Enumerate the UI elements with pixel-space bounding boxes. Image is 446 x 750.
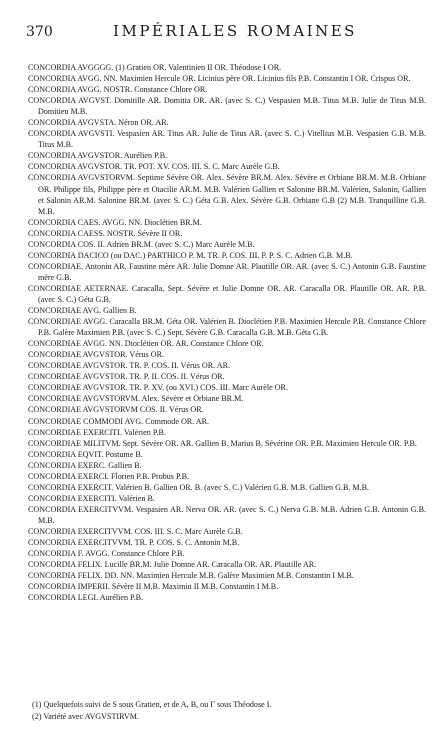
catalog-entries xyxy=(28,62,426,603)
footnote: (2) Variété avec AVGVSTIRVM. xyxy=(32,711,139,721)
catalog-entry: CONCORDIA DACICO (ou DAC.) PARTHICO P. M. TR. P. COS. III. P. P. S. C. Adrien G.B. M.B. xyxy=(28,250,353,260)
catalog-entry: CONCORDIA AVGVSTOR. Aurélien P.B. xyxy=(28,151,168,161)
catalog-entry: CONCORDIAE AVGG. NN. Dioclétien OR. AR. Constance Chlore OR. xyxy=(28,339,264,349)
catalog-entry: CONCORDIAE AVGVSTORVM COS. II. Vérus OR. xyxy=(28,405,204,415)
footnote: (1) Quelquefois suivi de S sous Gratien, et de A, B, ou Γ sous Théodose I. xyxy=(32,700,272,709)
running-title: IMPÉRIALES ROMAINES xyxy=(113,22,357,40)
catalog-entry: CONCORDIAE AVGVSTOR. TR. P. COS. II. Vérus OR. AR. xyxy=(28,361,231,371)
catalog-entry: CONCORDIA EXERCITI. Valérien B. xyxy=(28,493,155,503)
catalog-entry: CONCORDIA FELIX. Lucille BR.M. Julie Domne AR. Caracalla OR. AR. Plautille AR. xyxy=(28,560,317,570)
catalog-entry: CONCORDIA AVGG. NN. Maximien Hercule OR. Licinius père OR. Licinius fils P.B. Constantin I OR. Crispus OR. xyxy=(28,74,411,84)
catalog-entry: CONCORDIA CAESS. NOSTR. Sévère II OR. xyxy=(28,228,183,238)
catalog-entry: CONCORDIA COS. II. Adrien BR.M. (avec S. C.) Marc Aurèle M.B. xyxy=(28,239,255,249)
catalog-entry: CONCORDIA EXERCITVVM. TR. P. COS. S. C. Antonin M.B. xyxy=(28,538,240,548)
catalog-entry: CONCORDIA AVGVSTA. Néron OR. AR. xyxy=(28,118,169,128)
catalog-entry: CONCORDIA EXERCI. Florien P.B. Probus P.B. xyxy=(28,471,189,481)
catalog-entry: CONCORDIA AVGVSTOR. TR. POT. XV. COS. III. S. C. Marc Aurèle G.B. xyxy=(28,162,280,172)
catalog-entry: CONCORDIAE AVGVSTOR. TR. P. XV. (ou XVI.) COS. III. Marc Aurèle OR. xyxy=(28,383,288,393)
catalog-entry: CONCORDIAE AVGVSTOR. TR. P. II. COS. II. Vérus OR. xyxy=(28,372,225,382)
catalog-entry: CONCORDIA EXERCIT. Valérien B. Gallien OR. B. (avec S. C.) Valérien G.B. M.B. Gallien G.B. M.B. xyxy=(28,482,370,492)
catalog-entry: CONCORDIA FELIX. DD. NN. Maximien Hercule M.B. Galère Maximien M.B. Constantin I M.B. xyxy=(28,571,354,581)
catalog-entry: CONCORDIA LEGI. Aurélien P.B. xyxy=(28,593,144,603)
catalog-entry: CONCORDIA CAES. AVGG. NN. Dioclétien BR.M. xyxy=(28,217,202,227)
catalog-entry: CONCORDIA IMPERII. Sévère II M.B. Maximin II M.B. Constantin I M.B. xyxy=(28,582,279,592)
page-header xyxy=(26,22,424,40)
catalog-entry: CONCORDIAE AETERNAE. Caracalla, Sept. Sévère et Julie Domne OR. AR. Caracalla OR. Plautille OR. AR. P.B. (avec S. C.) Géta G.B. xyxy=(28,283,426,304)
catalog-entry: CONCORDIAE. Antonin AR. Faustine mère AR. Julie Domne AR. Plautille OR. AR. (avec S. C.) Antonin G.B. Faustine mère G.B. xyxy=(28,261,426,282)
catalog-entry: CONCORDIA AVGVSTORVM. Septime Sévère OR. Alex. Sévère BR.M. Alex. Sévère et Orbiane BR.M. M.B. Orbiane OR. Philippe fils, Philippe père et Otacilie AR.M. M.B. Valérien Gallien et Salonine BR.M. Valérien, Salonin, Gallien et Salonin AR.M. Salonine BR.M. (avec S. C.) Géta G.B. Alex. Sévère G.B. Orbiane G.B (2) M.B. Tranquilline G.B. M.B. xyxy=(28,173,426,216)
catalog-entry: CONCORDIAE AVGG. Caracalla BR.M. Géta OR. Valérien B. Dioclétien P.B. Maximien Hercule P.B. Constance Chlore P.B. Galère Maximien P.B. (avec S. C.) Sept. Sévère G.B. Caracalla G.B. M.B. Géta G.B. xyxy=(28,317,426,338)
page-number: 370 xyxy=(26,24,53,40)
catalog-entry: CONCORDIAE MILITVM. Sept. Sévère OR. AR. Gallien B. Marius B. Sévérine OR. P.B. Maximien Hercule OR. P.B. xyxy=(28,438,417,448)
catalog-entry: CONCORDIAE AVGVSTORVM. Alex. Sévère et Orbiane BR.M. xyxy=(28,394,244,404)
catalog-entry: CONCORDIA AVGVSTI. Vespasien AR. Titus AR. Julie de Titus AR. (avec S. C.) Vitellius M.B. Vespasien G.B. M.B. Titus M.B. xyxy=(28,129,426,150)
catalog-entry: CONCORDIA AVGG. NOSTR. Constance Chlore OR. xyxy=(28,85,208,95)
catalog-entry: CONCORDIA F. AVGG. Constance Chlore P.B. xyxy=(28,549,185,559)
footnotes xyxy=(32,699,426,722)
catalog-entry: CONCORDIA EQVIT. Postume B. xyxy=(28,449,143,459)
catalog-entry: CONCORDIA EXERCITVVM. COS. III. S. C. Marc Aurèle G.B. xyxy=(28,526,243,536)
catalog-entry: CONCORDIA EXERCITVVM. Vespasien AR. Nerva OR. AR. (avec S. C.) Nerva G.B. M.B. Adrien G.B. Antonin G.B. M.B. xyxy=(28,504,426,525)
catalog-entry: CONCORDIA AVGGGG. (1) Gratien OR. Valentinien II OR. Théodose I OR. xyxy=(28,63,282,72)
catalog-entry: CONCORDIAE EXERCITI. Valérien P.B. xyxy=(28,427,166,437)
catalog-entry: CONCORDIAE AVG. Gallien B. xyxy=(28,306,137,316)
catalog-entry: CONCORDIA AVGVST. Domitille AR. Domitia OR. AR. (avec S. C.) Vespasien M.B. Titus M.B. Julie de Titus M.B. Domitien M.B. xyxy=(28,96,426,117)
catalog-entry: CONCORDIAE COMMODI AVG. Commode OR. AR. xyxy=(28,416,210,426)
catalog-entry: CONCORDIAE AVGVSTOR. Vérus OR. xyxy=(28,350,165,360)
catalog-entry: CONCORDIA EXERC. Gallien B. xyxy=(28,460,142,470)
